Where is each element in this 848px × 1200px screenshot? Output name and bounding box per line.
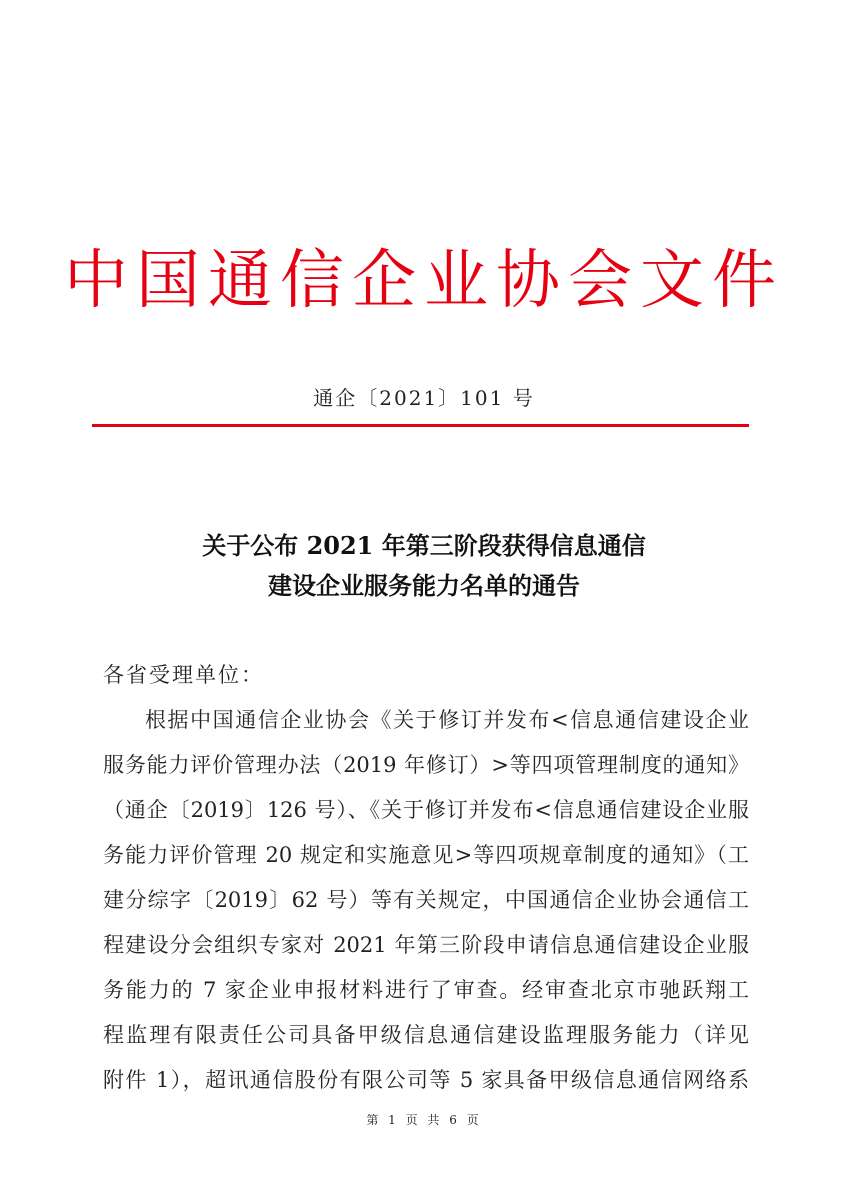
- document-number: 通企〔2021〕101 号: [313, 386, 535, 410]
- body-text-line: 务能力评价管理 20 规定和实施意见>等四项规章制度的通知》（工: [103, 843, 749, 867]
- notice-title-line-2: 建设企业服务能力名单的通告: [268, 571, 580, 600]
- document-header-title: 中国通信企业协会文件: [64, 244, 784, 318]
- body-text-line: 附件 1），超讯通信股份有限公司等 5 家具备甲级信息通信网络系: [103, 1068, 749, 1092]
- body-text-line: 建分综字〔2019〕62 号）等有关规定，中国通信企业协会通信工: [103, 888, 749, 912]
- page-number-footer: 第 1 页 共 6 页: [366, 1113, 482, 1127]
- body-text-line: （通企〔2019〕126 号）、《关于修订并发布<信息通信建设企业服: [103, 798, 749, 822]
- notice-title-line-1: 关于公布 2021 年第三阶段获得信息通信: [202, 531, 646, 560]
- body-text-line: 服务能力评价管理办法（2019 年修订）>等四项管理制度的通知》: [103, 753, 749, 777]
- body-text-line: 务能力的 7 家企业申报材料进行了审查。经审查北京市驰跃翔工: [103, 978, 749, 1002]
- body-text-line: 程监理有限责任公司具备甲级信息通信建设监理服务能力（详见: [103, 1023, 749, 1047]
- red-divider-line: [92, 424, 749, 427]
- body-text-line: 根据中国通信企业协会《关于修订并发布<信息通信建设企业: [145, 708, 749, 732]
- salutation: 各省受理单位：: [103, 663, 264, 687]
- body-text-line: 程建设分会组织专家对 2021 年第三阶段申请信息通信建设企业服: [103, 933, 749, 957]
